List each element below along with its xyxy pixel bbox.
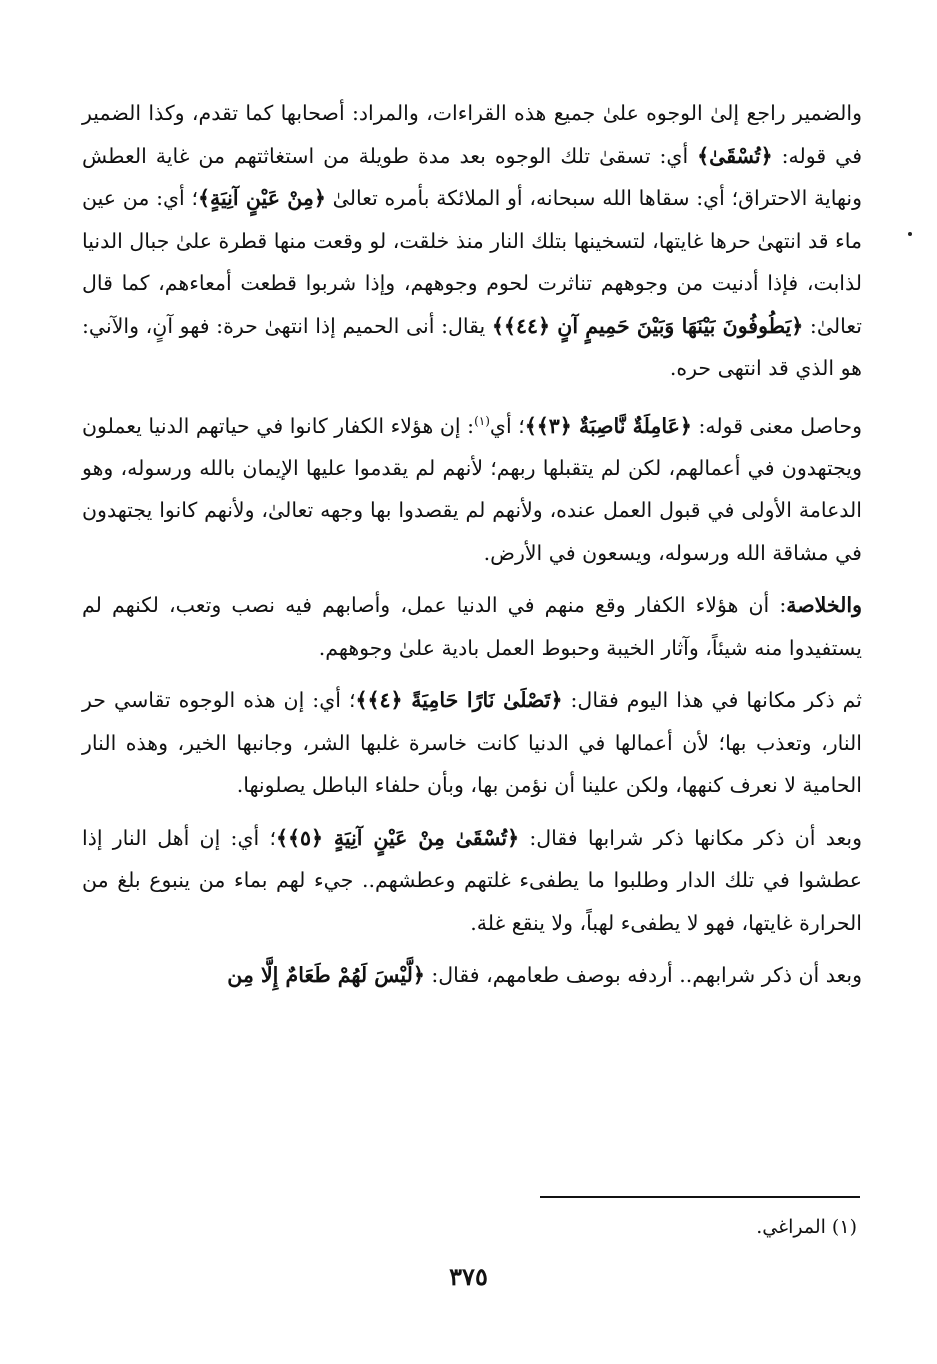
text-run: والضمير راجع إلىٰ الوجوه علىٰ جميع هذه القراءات، والمراد: أصحابها كما تقدم، وكذا الضمير في قوله: [82, 101, 862, 168]
footnote-divider [540, 1196, 860, 1198]
text-run: : إن هؤلاء الكفار كانوا في حياتهم الدنيا يعملون ويجتهدون في أعمالهم، لكن لم يتقبلها ربهم؛ لأنهم لم يقدموا عليها الإيمان بالله ورسوله، وهو الدعامة الأولى في قبول العمل عنده، ولأنهم لم يقصدوا بها وجهه تعالىٰ، ولأنهم كانوا يجتهدون في مشاقة الله ورسوله، ويسعون في الأرض. [82, 413, 862, 565]
bold-heading: والخلاصة [786, 593, 862, 618]
paragraph [82, 817, 862, 945]
footnote: (١) المراغي. [756, 1216, 857, 1238]
text-run: أي: تسقىٰ تلك الوجوه بعد مدة طويلة من استغاثتهم من غاية العطش ونهاية الاحتراق؛ أي: سقاها الله سبحانه، أو الملائكة بأمره تعالىٰ [82, 143, 863, 210]
paragraph [82, 954, 862, 997]
quran-quote: ﴿لَّيْسَ لَهُمْ طَعَامٌ إِلَّا مِن [227, 963, 425, 988]
page-number: ٣٧٥ [449, 1262, 488, 1291]
quran-quote: ﴿تُسْقَىٰ﴾ [697, 143, 773, 168]
text-run: يقال: أنى الحميم إذا انتهىٰ حرة: فهو آنٍ، والآني: هو الذي قد انتهى حره. [82, 313, 862, 380]
text-run: ثم ذكر مكانها في هذا اليوم فقال: [562, 688, 862, 713]
margin-mark [908, 232, 912, 236]
quran-quote: ﴿عَامِلَةٌ نَّاصِبَةٌ ﴿٣﴾﴾ [524, 413, 692, 438]
text-run: ؛ أي: إن هذه الوجوه تقاسي حر النار، وتعذب بها؛ لأن أعمالها في الدنيا كانت خاسرة غلبها الشر، وجانبها الخير، وهذه النار الحامية لا نعرف كنهها، ولكن علينا أن نؤمن بها، وبأن حلفاء الباطل يصلونها. [82, 688, 862, 798]
text-run: وحاصل معنى قوله: [691, 413, 862, 438]
paragraph [82, 400, 862, 575]
page-body [82, 92, 862, 997]
quran-quote: ﴿مِنْ عَيْنٍ آنِيَةٍ﴾ [197, 186, 326, 210]
text-run: ؛ أي: إن أهل النار إذا عطشوا في تلك الدار وطلبوا ما يطفىء غلتهم وعطشهم.. جيء لهم بماء من ينبوع بلغ من الحرارة غايتها، فهو لا يطفىء لهباً، ولا ينقع غلة. [82, 825, 862, 935]
text-run: وبعد أن ذكر مكانها ذكر شرابها فقال: [519, 825, 862, 850]
quran-quote: ﴿تُسْقَىٰ مِنْ عَيْنٍ آنِيَةٍ ﴿٥﴾﴾ [275, 825, 520, 850]
paragraph [82, 679, 862, 807]
quran-quote: ﴿يَطُوفُونَ بَيْنَهَا وَبَيْنَ حَمِيمٍ آنٍ ﴿٤٤﴾﴾ [491, 313, 804, 338]
text-run: ؛ أي: من عين ماء قد انتهىٰ حرها غايتها، لتسخينها بتلك النار منذ خلقت، لو وقعت منها قطرة علىٰ جبال الدنيا لذابت، فإذا أدنيت من وجوههم تناثرت لحوم وجوههم، وإذا شربوا قطعت أمعاءهم، كما قال تعالىٰ: [82, 186, 862, 338]
text-run: وبعد أن ذكر شرابهم.. أردفه بوصف طعامهم، فقال: [424, 963, 862, 988]
text-run: ؛ أي [489, 413, 525, 438]
paragraph [82, 584, 862, 669]
paragraph [82, 92, 862, 390]
footnote-ref: (١) [474, 413, 490, 428]
text-run: : أن هؤلاء الكفار وقع منهم في الدنيا عمل، وأصابهم فيه نصب وتعب، لكنهم لم يستفيدوا منه شيئاً، وآثار الخيبة وحبوط العمل بادية علىٰ وجوههم. [82, 593, 862, 660]
quran-quote: ﴿تَصْلَىٰ نَارًا حَامِيَةً ﴿٤﴾﴾ [355, 688, 563, 713]
